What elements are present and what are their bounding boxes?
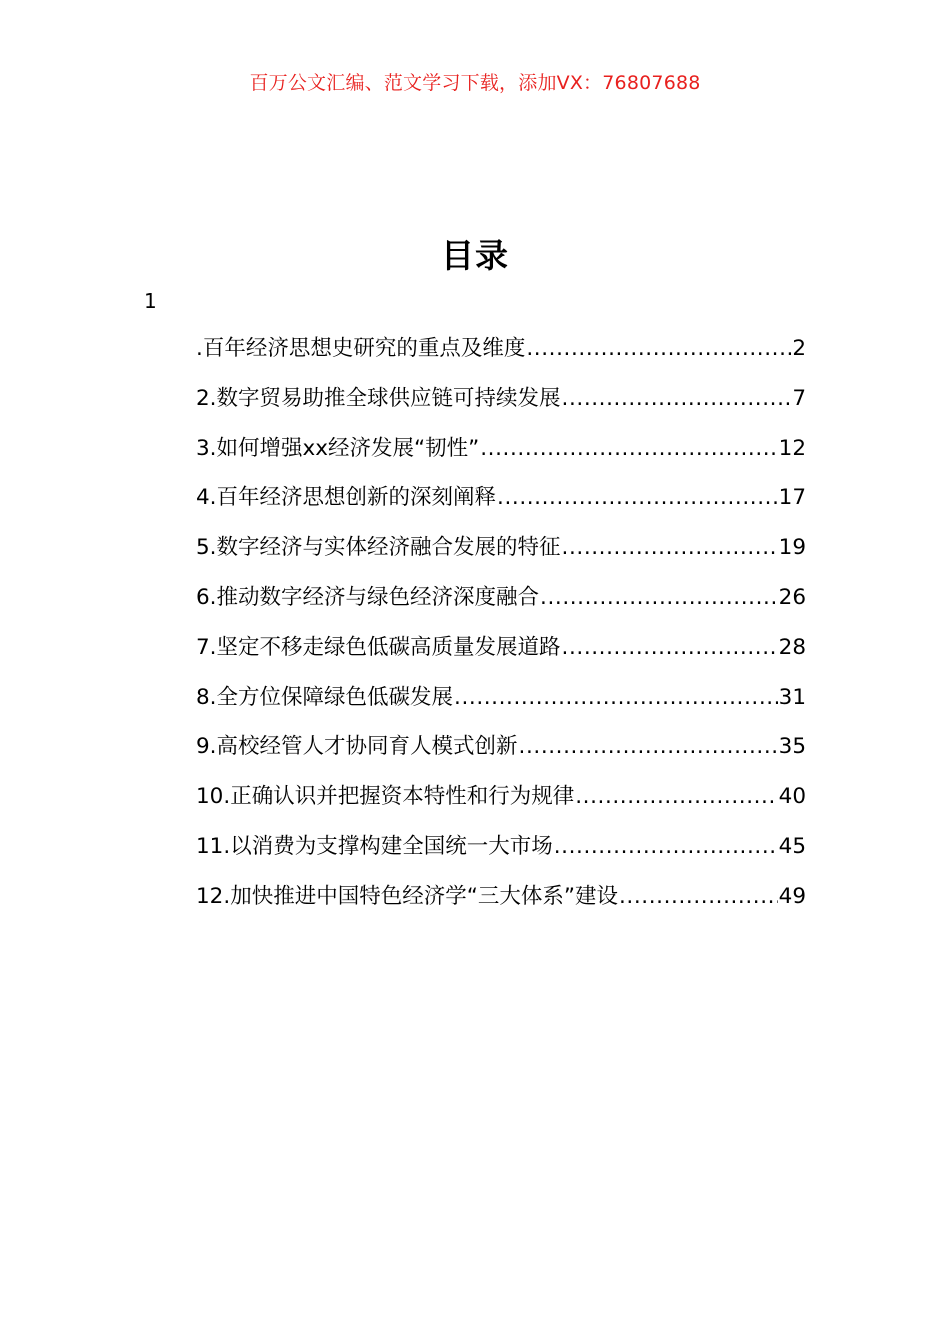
toc-entry-11[interactable]	[196, 830, 806, 880]
toc-leader-dots	[519, 730, 778, 764]
toc-entry-6[interactable]	[196, 581, 806, 631]
toc-leader-dots	[526, 332, 791, 366]
toc-entry-text: 2.数字贸易助推全球供应链可持续发展	[196, 385, 561, 411]
toc-entry-page: 49	[778, 883, 806, 909]
toc-entry-page: 40	[778, 784, 806, 810]
toc-entry-page: 26	[778, 584, 806, 610]
toc-entry-text: 8.全方位保障绿色低碳发展	[196, 684, 454, 710]
toc-entry-page: 2	[792, 336, 806, 361]
toc-leader-dots	[540, 581, 778, 615]
toc-entry-text: 4.百年经济思想创新的深刻阐释	[196, 485, 497, 511]
toc-entry-text: 9.高校经管人才协同育人模式创新	[196, 734, 518, 760]
toc-leader-dots	[619, 880, 778, 914]
toc-leader-dots	[562, 382, 792, 416]
toc-leader-dots	[554, 830, 778, 864]
toc-entry-page: 12	[778, 435, 806, 461]
toc-entry-page: 45	[778, 833, 806, 859]
toc-leader-dots	[562, 631, 778, 665]
toc-entry-text: 7.坚定不移走绿色低碳高质量发展道路	[196, 634, 561, 660]
page-marker: 1	[144, 289, 157, 313]
toc-entry-text: 12.加快推进中国特色经济学“三大体系”建设	[196, 883, 618, 909]
toc-entry-8[interactable]	[196, 681, 806, 731]
toc-entry-page: 28	[778, 634, 806, 660]
toc-entry-2[interactable]	[196, 382, 806, 432]
toc-entry-text: 10.正确认识并把握资本特性和行为规律	[196, 784, 575, 810]
toc-entry-text: 11.以消费为支撑构建全国统一大市场	[196, 833, 553, 859]
header-note: 百万公文汇编、范文学习下载，添加VX：76807688	[249, 72, 701, 94]
toc-entry-text: .百年经济思想史研究的重点及维度	[196, 336, 526, 361]
toc-list	[196, 332, 806, 930]
toc-leader-dots	[575, 780, 777, 814]
toc-leader-dots	[562, 531, 778, 565]
toc-entry-12[interactable]	[196, 880, 806, 930]
toc-entry-page: 19	[778, 535, 806, 561]
toc-entry-3[interactable]	[196, 432, 806, 482]
toc-leader-dots	[454, 681, 778, 715]
toc-entry-9[interactable]	[196, 730, 806, 780]
toc-entry-text: 5.数字经济与实体经济融合发展的特征	[196, 535, 561, 561]
toc-entry-4[interactable]	[196, 481, 806, 531]
toc-entry-page: 35	[778, 734, 806, 760]
toc-entry-text: 3.如何增强xx经济发展“韧性”	[196, 435, 480, 461]
toc-entry-page: 31	[778, 684, 806, 710]
toc-entry-10[interactable]	[196, 780, 806, 830]
toc-entry-page: 7	[792, 385, 806, 411]
toc-entry-1[interactable]	[196, 332, 806, 382]
toc-leader-dots	[497, 481, 778, 515]
toc-title: 目录	[441, 236, 509, 275]
toc-leader-dots	[480, 432, 777, 466]
toc-entry-text: 6.推动数字经济与绿色经济深度融合	[196, 584, 540, 610]
toc-entry-7[interactable]	[196, 631, 806, 681]
toc-entry-5[interactable]	[196, 531, 806, 581]
toc-entry-page: 17	[778, 485, 806, 511]
